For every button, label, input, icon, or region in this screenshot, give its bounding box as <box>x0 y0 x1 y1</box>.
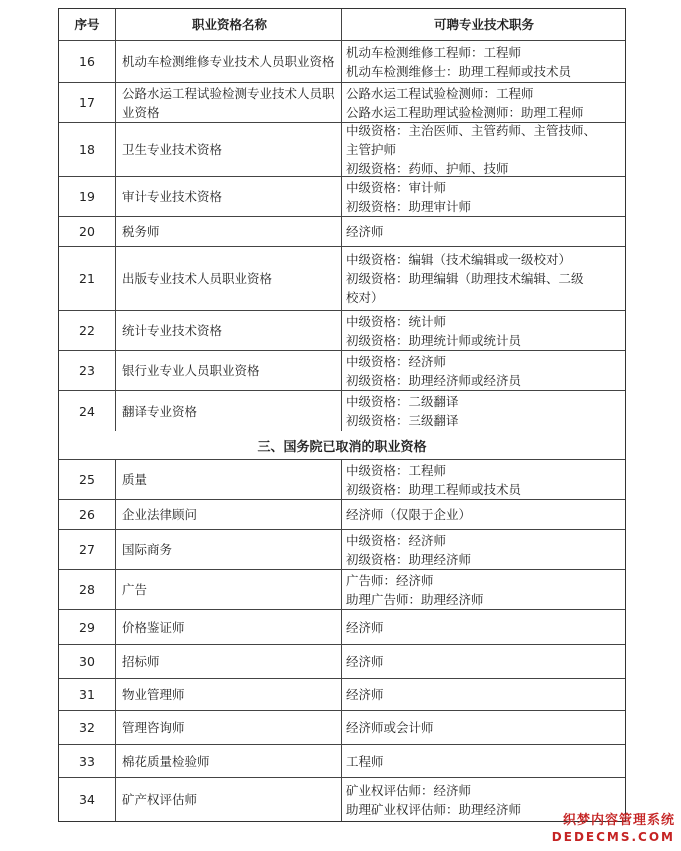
table-row <box>59 351 625 391</box>
row-name: 税务师 <box>116 217 342 246</box>
row-no: 30 <box>59 645 116 678</box>
row-name: 审计专业技术资格 <box>116 177 342 216</box>
row-name: 矿产权评估师 <box>116 778 342 821</box>
post-line: 中级资格：审计师 <box>346 179 447 195</box>
row-no: 25 <box>59 460 116 499</box>
table-row <box>59 217 625 247</box>
row-name: 质量 <box>116 460 342 499</box>
row-name: 银行业专业人员职业资格 <box>116 351 342 390</box>
post-line: 初级资格：药师、护师、技师 <box>346 161 509 176</box>
table-row <box>59 123 625 177</box>
row-post <box>342 530 625 569</box>
row-no: 22 <box>59 311 116 350</box>
post-line: 中级资格：工程师 <box>346 462 447 478</box>
row-name: 物业管理师 <box>116 679 342 710</box>
post-line: 初级资格：助理经济师 <box>346 551 472 567</box>
post-line: 机动车检测维修工程师：工程师 <box>346 44 522 60</box>
row-no: 26 <box>59 500 116 529</box>
table-row <box>59 530 625 570</box>
table-row <box>59 610 625 645</box>
post-line: 主管护师 <box>346 142 397 157</box>
post-line: 初级资格：助理审计师 <box>346 198 472 214</box>
section-row <box>59 431 625 460</box>
row-name: 广告 <box>116 570 342 609</box>
post-line: 经济师 <box>346 687 384 702</box>
watermark <box>552 813 675 845</box>
row-post <box>342 500 625 529</box>
row-name: 价格鉴证师 <box>116 610 342 644</box>
table-row <box>59 460 625 500</box>
row-no: 19 <box>59 177 116 216</box>
header-name: 职业资格名称 <box>116 9 342 40</box>
table-row <box>59 391 625 431</box>
row-name: 招标师 <box>116 645 342 678</box>
row-no: 24 <box>59 391 116 431</box>
row-no: 34 <box>59 778 116 821</box>
row-no: 33 <box>59 745 116 777</box>
row-no: 16 <box>59 41 116 82</box>
post-line: 工程师 <box>346 753 384 769</box>
row-name: 公路水运工程试验检测专业技术人员职业资格 <box>116 83 342 122</box>
table-row <box>59 645 625 679</box>
row-name: 棉花质量检验师 <box>116 745 342 777</box>
row-post <box>342 311 625 350</box>
post-line: 公路水运工程试验检测师：工程师 <box>346 85 534 101</box>
rows-group-a <box>59 41 625 431</box>
post-line: 经济师（仅限于企业） <box>346 507 472 522</box>
post-line: 中级资格：经济师 <box>346 532 447 548</box>
row-name: 国际商务 <box>116 530 342 569</box>
post-line: 广告师：经济师 <box>346 572 434 588</box>
table-header <box>59 9 625 41</box>
post-line: 矿业权评估师：经济师 <box>346 782 472 798</box>
table-row <box>59 778 625 821</box>
table-row <box>59 311 625 351</box>
row-no: 21 <box>59 247 116 310</box>
post-line: 公路水运工程助理试验检测师：助理工程师 <box>346 104 584 120</box>
post-line: 初级资格：助理统计师或统计员 <box>346 332 522 348</box>
post-line: 机动车检测维修士：助理工程师或技术员 <box>346 63 572 79</box>
row-name: 机动车检测维修专业技术人员职业资格 <box>116 41 342 82</box>
post-line: 中级资格：主治医师、主管药师、主管技师、 <box>346 123 597 138</box>
row-post <box>342 610 625 644</box>
row-name: 出版专业技术人员职业资格 <box>116 247 342 310</box>
row-name: 统计专业技术资格 <box>116 311 342 350</box>
post-line: 中级资格：经济师 <box>346 353 447 369</box>
row-no: 28 <box>59 570 116 609</box>
row-no: 27 <box>59 530 116 569</box>
post-line: 经济师 <box>346 224 384 239</box>
row-post <box>342 83 625 122</box>
row-post <box>342 391 625 431</box>
row-post <box>342 645 625 678</box>
post-line: 经济师 <box>346 654 384 669</box>
post-line: 助理广告师：助理经济师 <box>346 591 484 607</box>
row-no: 31 <box>59 679 116 710</box>
row-post <box>342 460 625 499</box>
post-line: 经济师或会计师 <box>346 720 434 735</box>
row-no: 18 <box>59 123 116 176</box>
row-name: 企业法律顾问 <box>116 500 342 529</box>
table-row <box>59 41 625 83</box>
watermark-line2: DEDECMS.COM <box>551 830 675 844</box>
header-post: 可聘专业技术职务 <box>433 17 534 32</box>
table-row <box>59 745 625 778</box>
row-post <box>342 570 625 609</box>
table-row <box>59 247 625 311</box>
row-no: 23 <box>59 351 116 390</box>
row-post <box>342 41 625 82</box>
row-post <box>342 247 625 310</box>
post-line: 助理矿业权评估师：助理经济师 <box>346 801 522 817</box>
post-line: 中级资格：统计师 <box>346 313 447 329</box>
header-no: 序号 <box>59 9 116 40</box>
rows-group-b <box>59 460 625 821</box>
post-line: 初级资格：三级翻译 <box>346 413 459 428</box>
row-name: 翻译专业资格 <box>116 391 342 431</box>
post-line: 经济师 <box>346 619 384 635</box>
table-row <box>59 711 625 745</box>
row-name: 卫生专业技术资格 <box>116 123 342 176</box>
post-line: 初级资格：助理编辑（助理技术编辑、二级 <box>346 271 584 286</box>
table-row <box>59 177 625 217</box>
row-name: 管理咨询师 <box>116 711 342 744</box>
row-post <box>342 177 625 216</box>
section-title: 三、国务院已取消的职业资格 <box>257 439 427 455</box>
row-post <box>342 217 625 246</box>
row-no: 20 <box>59 217 116 246</box>
row-no: 29 <box>59 610 116 644</box>
post-line: 中级资格：编辑（技术编辑或一级校对） <box>346 252 572 267</box>
row-no: 32 <box>59 711 116 744</box>
post-line: 校对） <box>346 290 384 305</box>
post-line: 初级资格：助理经济师或经济员 <box>346 372 522 388</box>
table-row <box>59 83 625 123</box>
watermark-line1: 织梦内容管理系统 <box>562 813 675 828</box>
row-post <box>342 351 625 390</box>
row-post <box>342 679 625 710</box>
qualification-table <box>58 8 626 822</box>
post-line: 初级资格：助理工程师或技术员 <box>346 481 522 497</box>
table-row <box>59 500 625 530</box>
row-post <box>342 123 625 176</box>
row-post <box>342 745 625 777</box>
table-row <box>59 679 625 711</box>
row-no: 17 <box>59 83 116 122</box>
table-row <box>59 570 625 610</box>
row-post <box>342 711 625 744</box>
post-line: 中级资格：二级翻译 <box>346 394 459 409</box>
